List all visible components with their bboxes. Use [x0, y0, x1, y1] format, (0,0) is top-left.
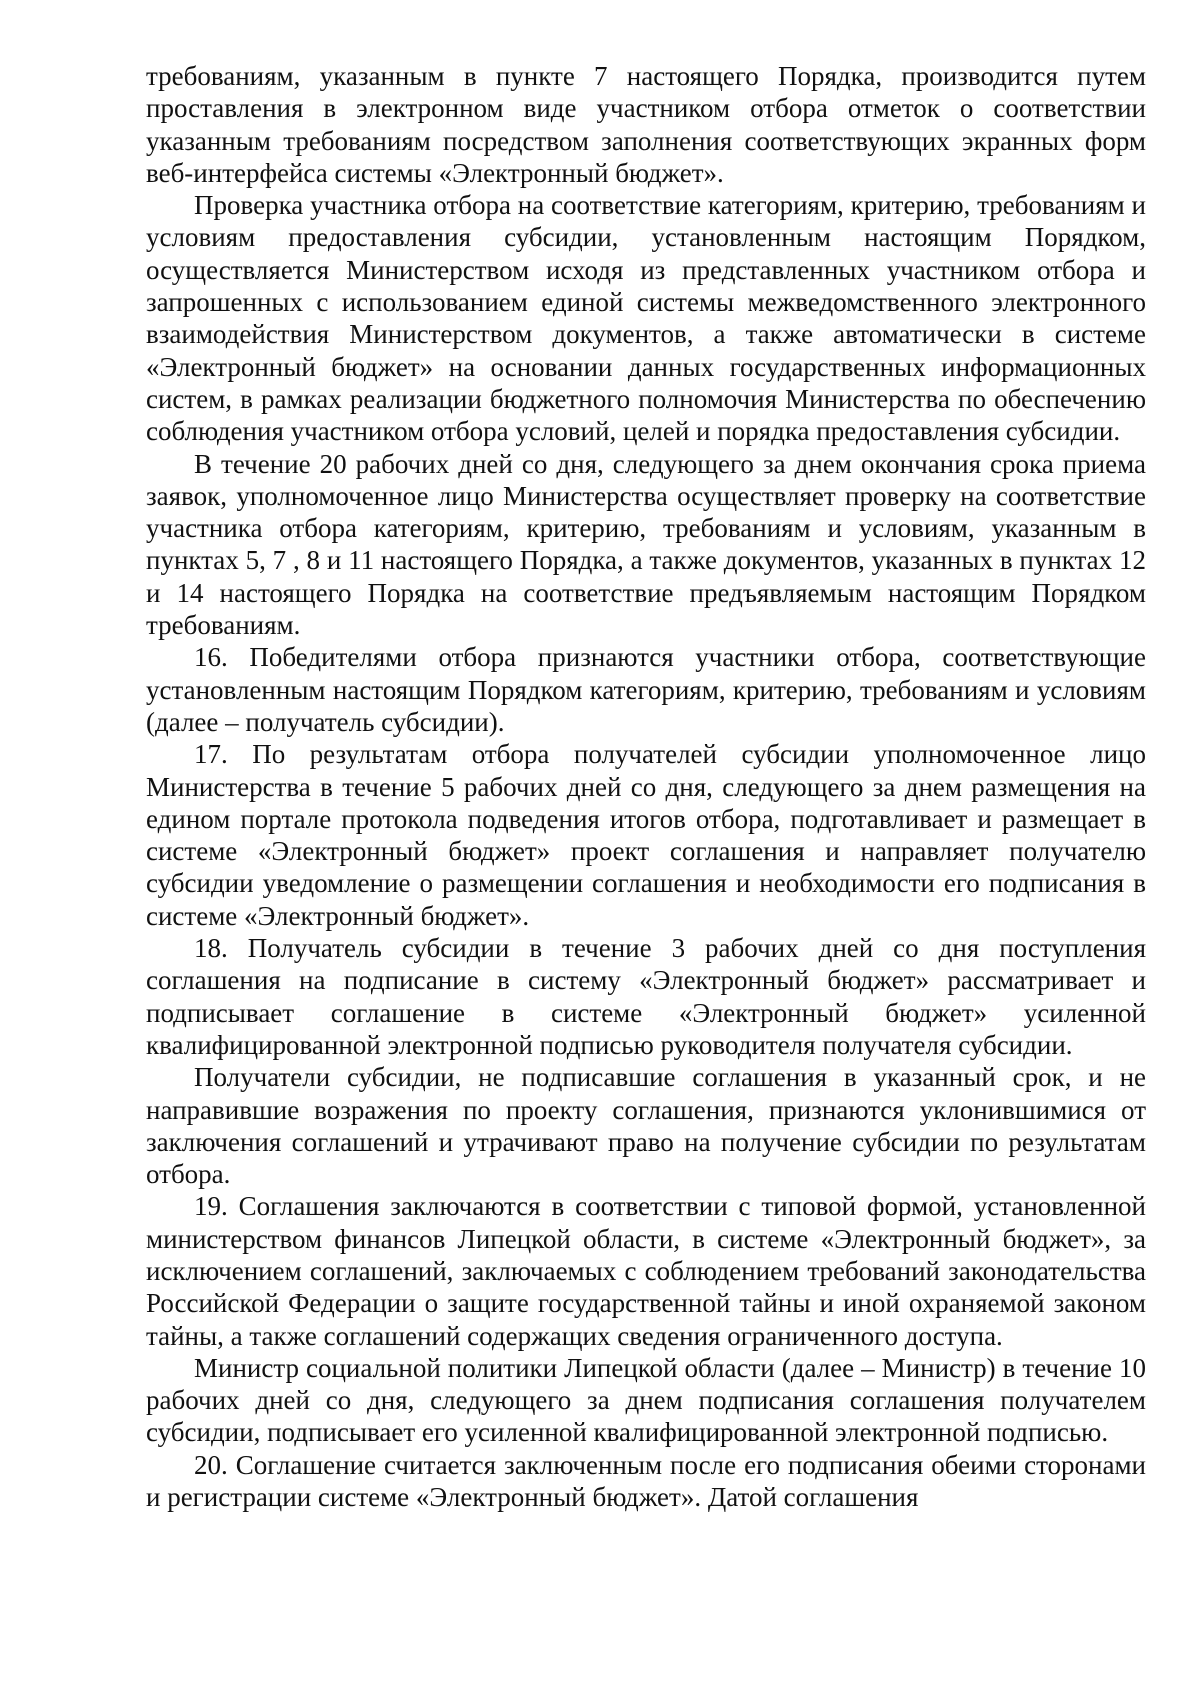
paragraph-minister-signing: Министр социальной политики Липецкой области (далее – Министр) в течение 10 рабочих дней со дня, следующего за днем подписания соглашения получателем субсидии, подписывает его усиленной квалифицированной электронной подписью.	[146, 1352, 1146, 1448]
paragraph-item-19: 19. Соглашения заключаются в соответствии с типовой формой, установленной министерством финансов Липецкой области, в системе «Электронный бюджет», за исключением соглашений, заключаемых с соблюдением требований законодательства Российской Федерации о защите государственной тайны и иной охраняемой законом тайны, а также соглашений содержащих сведения ограниченного доступа.	[146, 1191, 1146, 1351]
paragraph-review-period: В течение 20 рабочих дней со дня, следующего за днем окончания срока приема заявок, уполномоченное лицо Министерства осуществляет проверку на соответствие участника отбора категориям, критерию, требованиям и условиям, указанным в пунктах 5, 7 , 8 и 11 настоящего Порядка, а также документов, указанных в пунктах 12 и 14 настоящего Порядка на соответствие предъявляемым настоящим Порядком требованиям.	[146, 448, 1146, 641]
document-body	[146, 60, 1146, 1513]
paragraph-item-20: 20. Соглашение считается заключенным после его подписания обеими сторонами и регистрации системе «Электронный бюджет». Датой соглашения	[146, 1449, 1146, 1513]
paragraph-participant-check: Проверка участника отбора на соответствие категориям, критерию, требованиям и условиям предоставления субсидии, установленным настоящим Порядком, осуществляется Министерством исходя из представленных участником отбора и запрошенных с использованием единой системы межведомственного электронного взаимодействия Министерством документов, а также автоматически в системе «Электронный бюджет» на основании данных государственных информационных систем, в рамках реализации бюджетного полномочия Министерства по обеспечению соблюдения участником отбора условий, целей и порядка предоставления субсидии.	[146, 190, 1146, 447]
paragraph-item-17: 17. По результатам отбора получателей субсидии уполномоченное лицо Министерства в течение 5 рабочих дней со дня, следующего за днем размещения на едином портале протокола подведения итогов отбора, подготавливает и размещает в системе «Электронный бюджет» проект соглашения и направляет получателю субсидии уведомление о размещении соглашения и необходимости его подписания в системе «Электронный бюджет».	[146, 739, 1146, 931]
paragraph-item-18: 18. Получатель субсидии в течение 3 рабочих дней со дня поступления соглашения на подписание в систему «Электронный бюджет» рассматривает и подписывает соглашение в системе «Электронный бюджет» усиленной квалифицированной электронной подписью руководителя получателя субсидии.	[146, 933, 1146, 1060]
paragraph-unsigned-agreements: Получатели субсидии, не подписавшие соглашения в указанный срок, и не направившие возражения по проекту соглашения, признаются уклонившимися от заключения соглашений и утрачивают право на получение субсидии по результатам отбора.	[146, 1062, 1146, 1190]
paragraph-requirements-continuation: требованиям, указанным в пункте 7 настоящего Порядка, производится путем проставления в электронном виде участником отбора отметок о соответствии указанным требованиям посредством заполнения соответствующих экранных форм веб-интерфейса системы «Электронный бюджет».	[146, 61, 1146, 188]
paragraph-item-16: 16. Победителями отбора признаются участники отбора, соответствующие установленным настоящим Порядком категориям, критерию, требованиям и условиям (далее – получатель субсидии).	[146, 642, 1146, 737]
